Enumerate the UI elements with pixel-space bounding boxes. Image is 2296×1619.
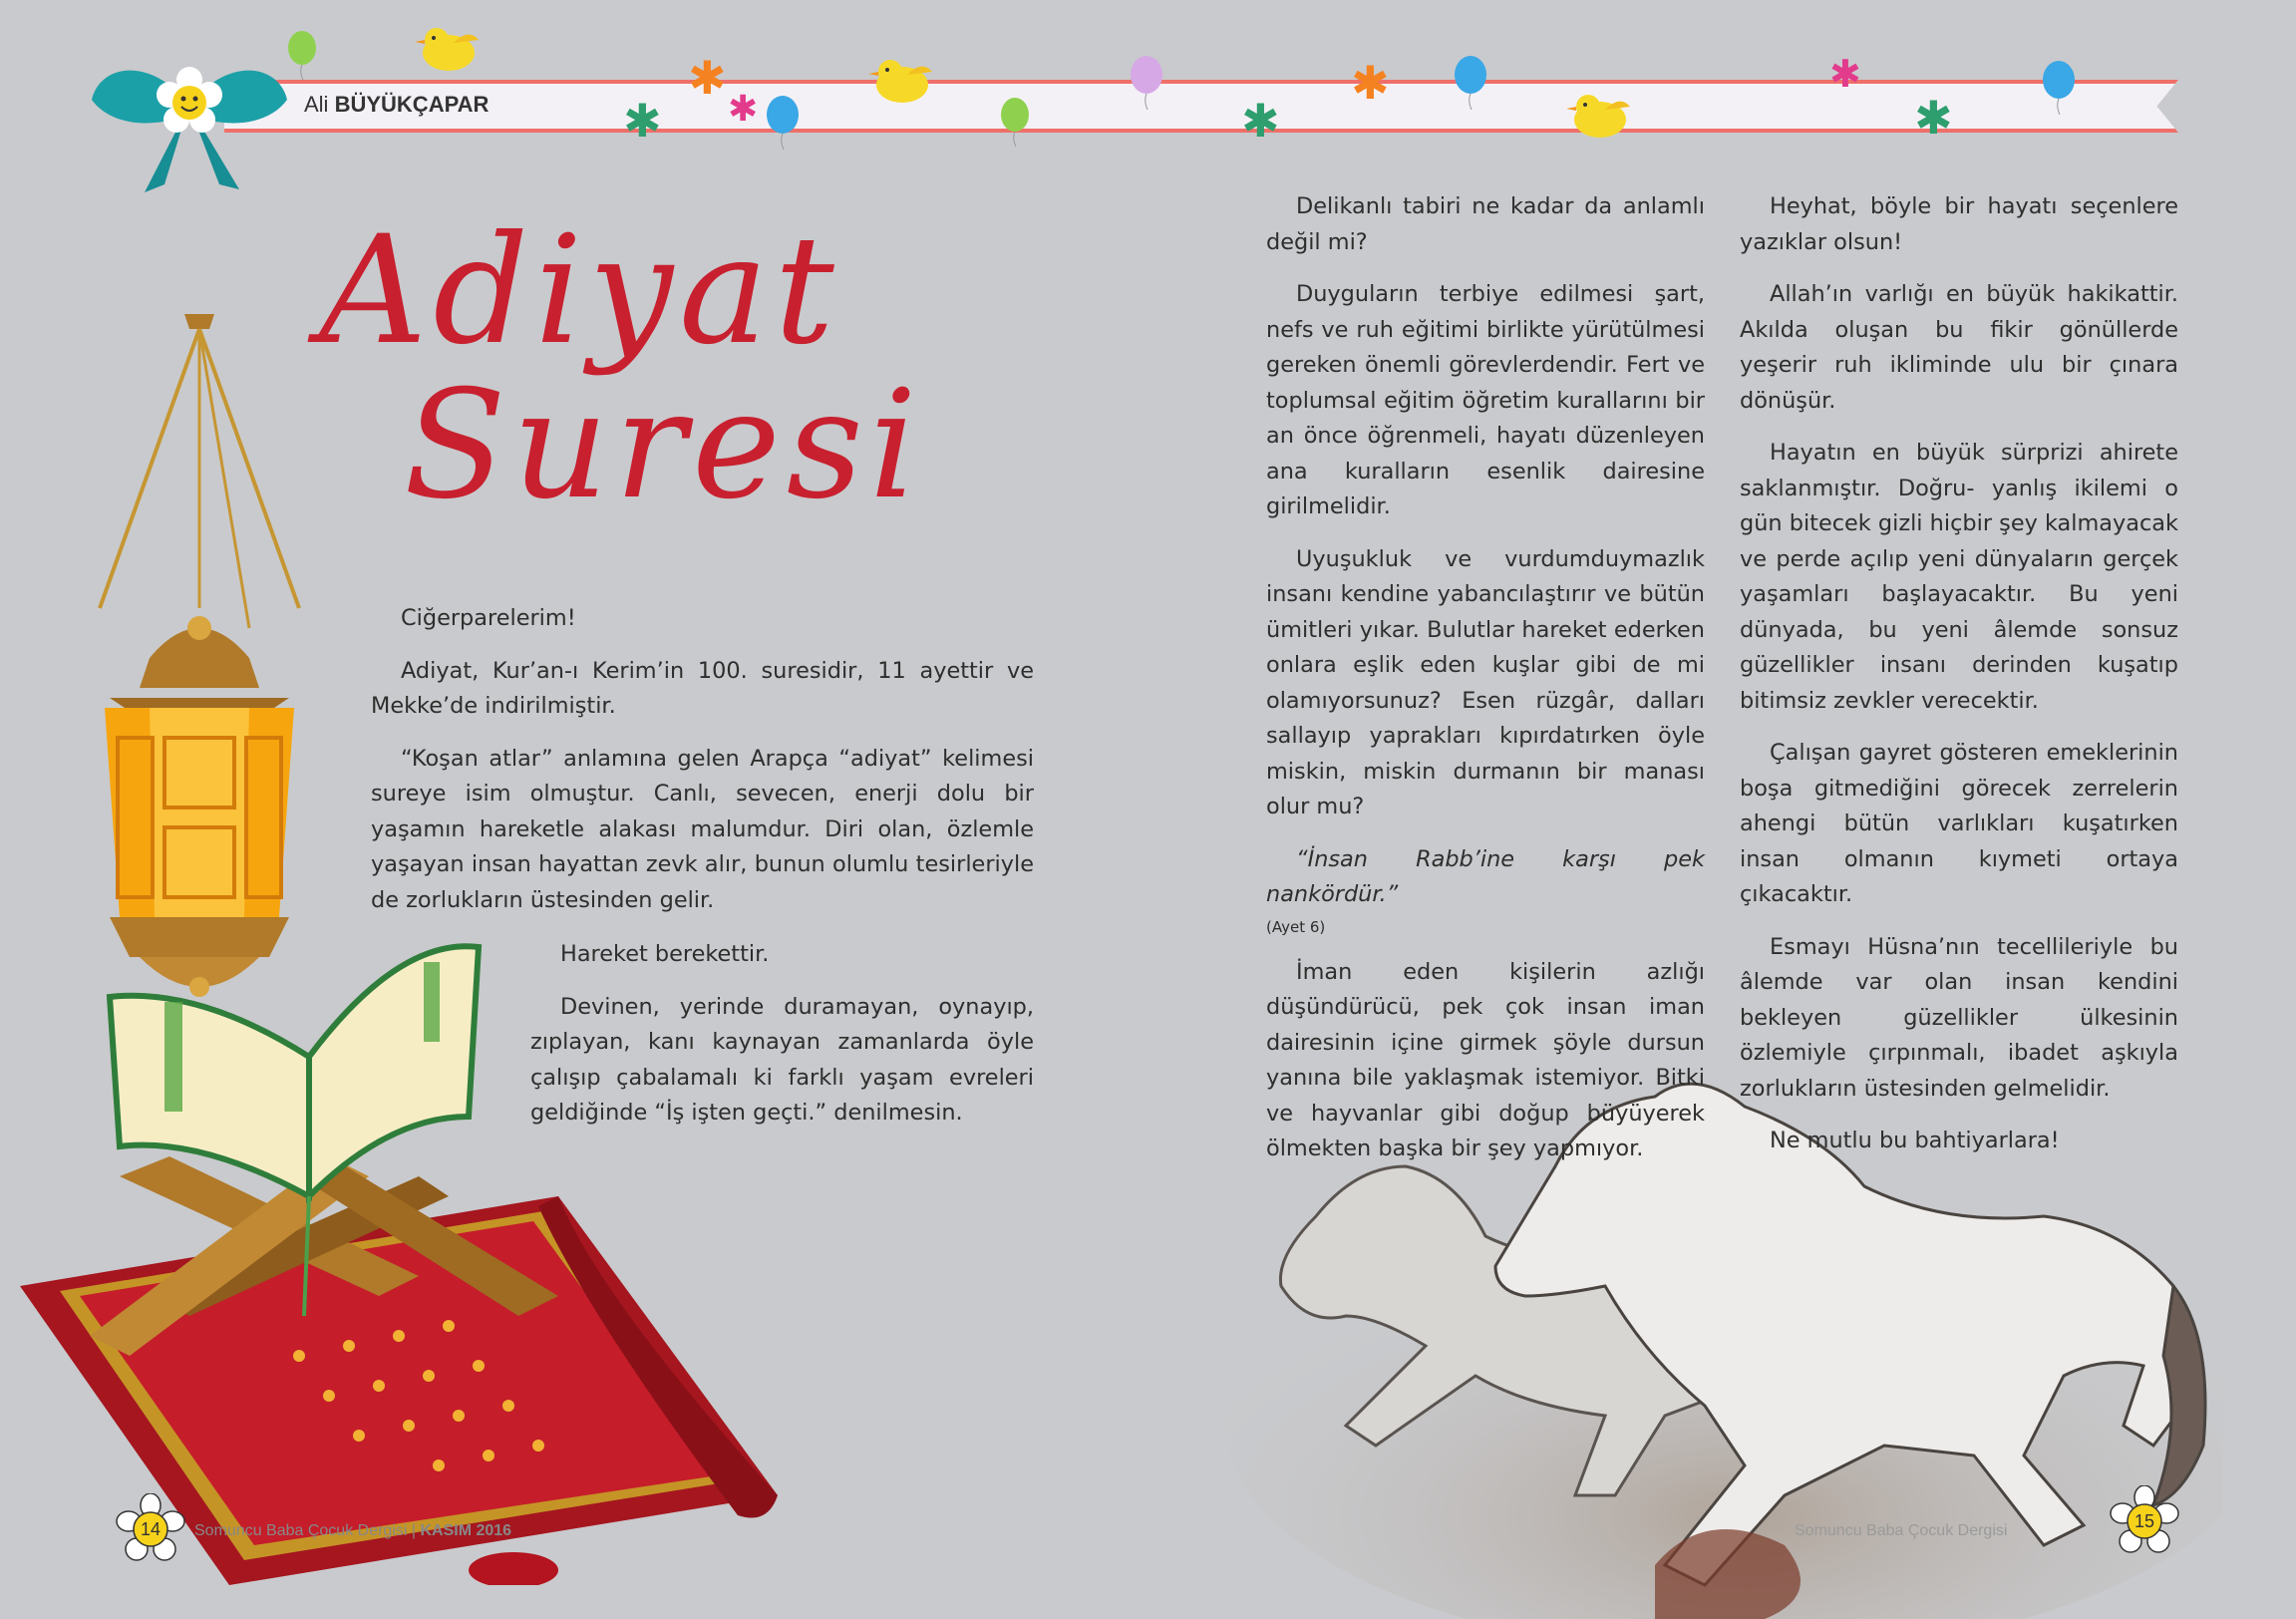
ayah-reference: (Ayet 6)	[1266, 917, 1326, 936]
author-first-name: Ali	[304, 92, 329, 117]
bird-icon	[1560, 85, 1640, 145]
footer-separator: |	[407, 1522, 421, 1539]
paragraph: Hayatın en büyük sürprizi ahirete saklanmıştır. Doğru- yanlış ikilemi o gün bitecek gizli hiçbir şey kalmayacak ve perde açılıp yeni dünyaların gerçek yaşamları başlayacaktır. Bu yeni dünyada, bu yeni âlemde sonsuz güzellikler insanı derinden kuşatıp bitimsiz zevkler verecektir.	[1740, 440, 2178, 714]
paragraph: Heyhat, böyle bir hayatı seçenlere yazıklar olsun!	[1740, 193, 2178, 255]
paragraph: Esmayı Hüsna’nın tecellileriyle bu âlemde var olan insan kendini bekleyen güzellikler ülkesinin özlemiyle çırpınmalı, ibadet aşkıyla zorlukların üstesinden gelmelidir.	[1740, 933, 2178, 1102]
balloon-icon	[2039, 60, 2079, 115]
smiley-flower-icon	[157, 67, 222, 133]
flower-icon: ✱	[1829, 52, 1861, 96]
author-last-name: BÜYÜKÇAPAR	[334, 92, 490, 117]
flower-icon: ✱	[1914, 91, 1953, 145]
flower-icon: ✱	[688, 51, 727, 105]
lantern-illustration	[100, 314, 299, 997]
article-column-left	[371, 601, 1034, 935]
balloon-icon	[284, 30, 320, 80]
title-line-1: Adiyat	[319, 204, 840, 378]
author-name	[304, 92, 489, 118]
balloon-icon	[763, 95, 803, 150]
flower-icon: ✱	[728, 89, 759, 130]
article-column-middle	[1266, 189, 1705, 1184]
paragraph: Duyguların terbiye edilmesi şart, nefs ve ruh eğitimi birlikte yürütülmesi gereken önemli görevlerdendir. Fert ve toplumsal eğitim öğretim kurallarını bir an önce öğrenmeli, hayatı düzenleyen ana kuralların esenlik dairesine girilmelidir.	[1266, 281, 1705, 519]
magazine-name-right: Somuncu Baba Çocuk Dergisi	[1795, 1522, 2008, 1539]
magazine-name: Somuncu Baba Çocuk Dergisi	[194, 1522, 408, 1539]
paragraph: Allah’ın varlığı en büyük hakikattir. Akılda oluşan bu fikir gönüllerde yeşerir ruh ikliminde ulu bir çınara dönüşür.	[1740, 281, 2178, 414]
footer-left	[194, 1522, 511, 1540]
article-column-left-narrow	[530, 937, 1034, 1148]
bird-icon	[862, 50, 942, 110]
balloon-icon	[1127, 55, 1166, 110]
paragraph: Hareket berekettir.	[560, 941, 770, 967]
paragraph: İman eden kişilerin azlığı düşündürücü, pek çok insan iman dairesinin içine girmek şöyle dursun yanına bile yaklaşmak istemiyor. Bitki ve hayvanlar gibi doğup büyüyerek ölmekten başka bir şey yapmıyor.	[1266, 958, 1705, 1161]
paragraph: Ne mutlu bu bahtiyarlara!	[1770, 1128, 2060, 1153]
title-line-2: Suresi	[404, 359, 923, 532]
paragraph: Uyuşukluk ve vurdumduymazlık insanı kendine yabancılaştırır ve bütün ümitleri yıkar. Bulutlar hareket ederken onlara eşlik eden kuşlar gibi de mi olamıyorsunuz? Esen rüzgâr, dalları sallayıp yaprakları kıpırdatırken öyle miskin, miskin durmanın bir manası olur mu?	[1266, 545, 1705, 819]
ayah-quote: “İnsan Rabb’ine karşı pek nankördür.”	[1266, 845, 1705, 907]
paragraph: Çalışan gayret gösteren emeklerinin boşa gitmediğini görecek zerrelerin ahengi bütün varlıkları kuşatırken insan olmanın kıymeti ortaya çıkacaktır.	[1740, 740, 2178, 907]
flower-icon: ✱	[623, 94, 662, 148]
page-number-right: 15	[2133, 1510, 2155, 1531]
paragraph: Delikanlı tabiri ne kadar da anlamlı değil mi?	[1266, 193, 1705, 255]
balloon-icon	[1451, 55, 1490, 110]
page-number-left: 14	[140, 1518, 162, 1539]
bird-icon	[409, 18, 489, 78]
header-ribbon	[224, 80, 2178, 133]
flower-icon: ✱	[1241, 94, 1280, 148]
flower-icon: ✱	[1351, 56, 1390, 110]
paragraph: Adiyat, Kur’an-ı Kerim’in 100. suresidir, 11 ayettir ve Mekke’de indirilmiştir.	[371, 657, 1034, 719]
paragraph: Ciğerparelerim!	[401, 605, 576, 631]
paragraph: Devinen, yerinde duramayan, oynayıp, zıplayan, kanı kaynayan zamanlarda öyle çalışıp çabalamalı ki farklı yaşam evreleri geldiğinde “İş işten geçti.” denilmesin.	[530, 993, 1034, 1126]
issue-date: KASIM 2016	[420, 1522, 512, 1539]
balloon-icon	[997, 97, 1033, 147]
footer-right	[1795, 1522, 2007, 1540]
article-column-right	[1740, 189, 2178, 1176]
paragraph: “Koşan atlar” anlamına gelen Arapça “adiyat” kelimesi sureye isim olmuştur. Canlı, sevecen, enerji dolu bir yaşamın hareketle alakası malumdur. Diri olan, özlemle yaşayan insan hayattan zevk alır, bunun olumlu tesirleriyle de zorlukların üstesinden gelir.	[371, 745, 1034, 913]
bow-icon	[90, 45, 289, 194]
